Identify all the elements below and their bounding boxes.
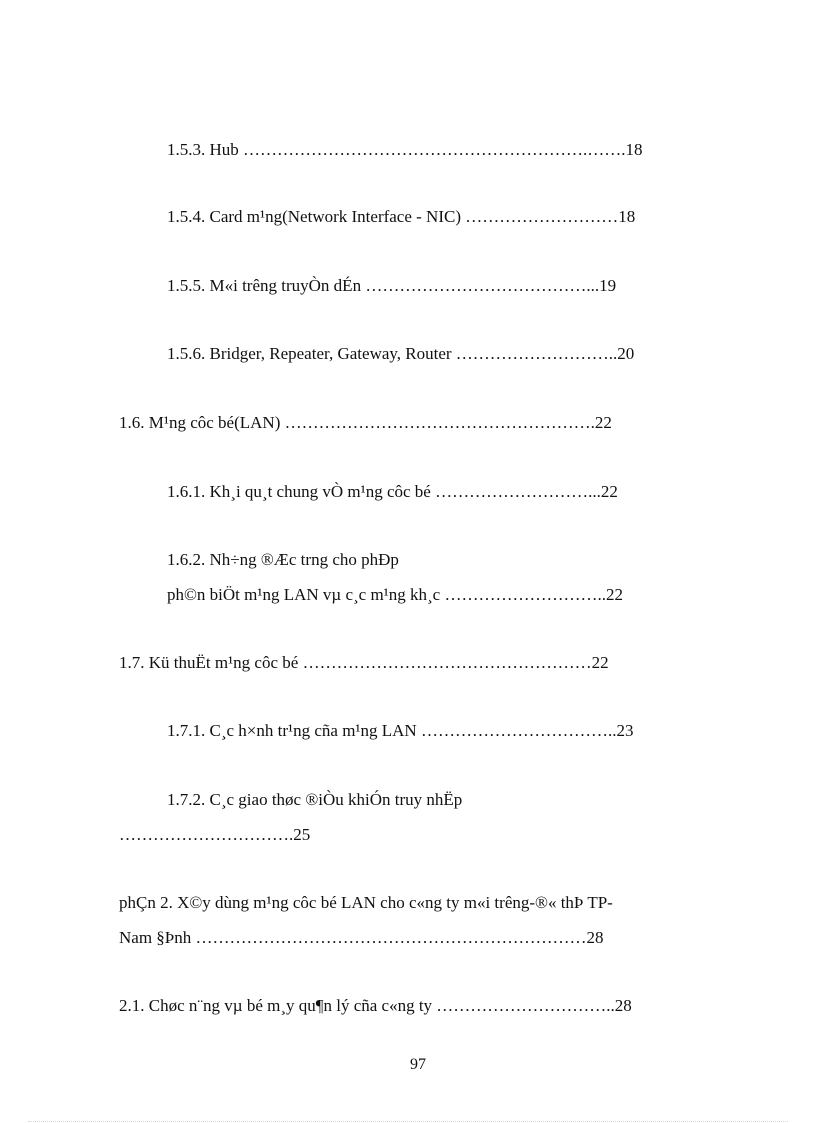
footer-divider (28, 1121, 788, 1122)
toc-entry-1-6-1: 1.6.1. Kh¸i qu¸t chung vÒ m¹ng côc bé ………………………...22 (167, 482, 618, 501)
page-number: 97 (410, 1056, 426, 1073)
toc-entry-1-7-2-line-2: ………………………….25 (119, 825, 311, 844)
toc-entry-1-5-4: 1.5.4. Card m¹ng(Network Interface - NIC) ………………………18 (167, 207, 636, 226)
toc-entry-1-5-6: 1.5.6. Bridger, Repeater, Gateway, Router ………………………..20 (167, 344, 635, 363)
toc-entry-1-6-2-line-1: 1.6.2. Nh÷ng ®Æc trng cho phÐp (167, 550, 399, 569)
toc-entry-1-7-2-line-1: 1.7.2. C¸c giao thøc ®iÒu khiÓn truy nhËp (167, 790, 463, 809)
toc-entry-1-7: 1.7. Kü thuËt m¹ng côc bé ……………………………………………22 (119, 653, 609, 672)
toc-entry-2-1: 2.1. Chøc n¨ng vµ bé m¸y qu¶n lý cña c«ng ty …………………………..28 (119, 996, 632, 1015)
toc-entry-part-2-line-2: Nam §Þnh ……………………………………………………………28 (119, 928, 604, 947)
toc-entry-1-6: 1.6. M¹ng côc bé(LAN) ……………………………………………….22 (119, 413, 612, 432)
toc-entry-part-2-line-1: phÇn 2. X©y dùng m¹ng côc bé LAN cho c«ng ty m«i trêng-®« thÞ TP- (119, 893, 613, 912)
toc-entry-1-5-5: 1.5.5. M«i trêng truyÒn dÉn …………………………………...19 (167, 276, 617, 295)
toc-entry-1-7-1: 1.7.1. C¸c h×nh tr¹ng cña m¹ng LAN ……………………………..23 (167, 721, 634, 740)
toc-entry-1-5-3: 1.5.3. Hub …………………………………………………….…….18 (167, 140, 643, 159)
toc-entry-1-6-2-line-2: ph©n biÖt m¹ng LAN vµ c¸c m¹ng kh¸c ………………………..22 (167, 585, 623, 604)
